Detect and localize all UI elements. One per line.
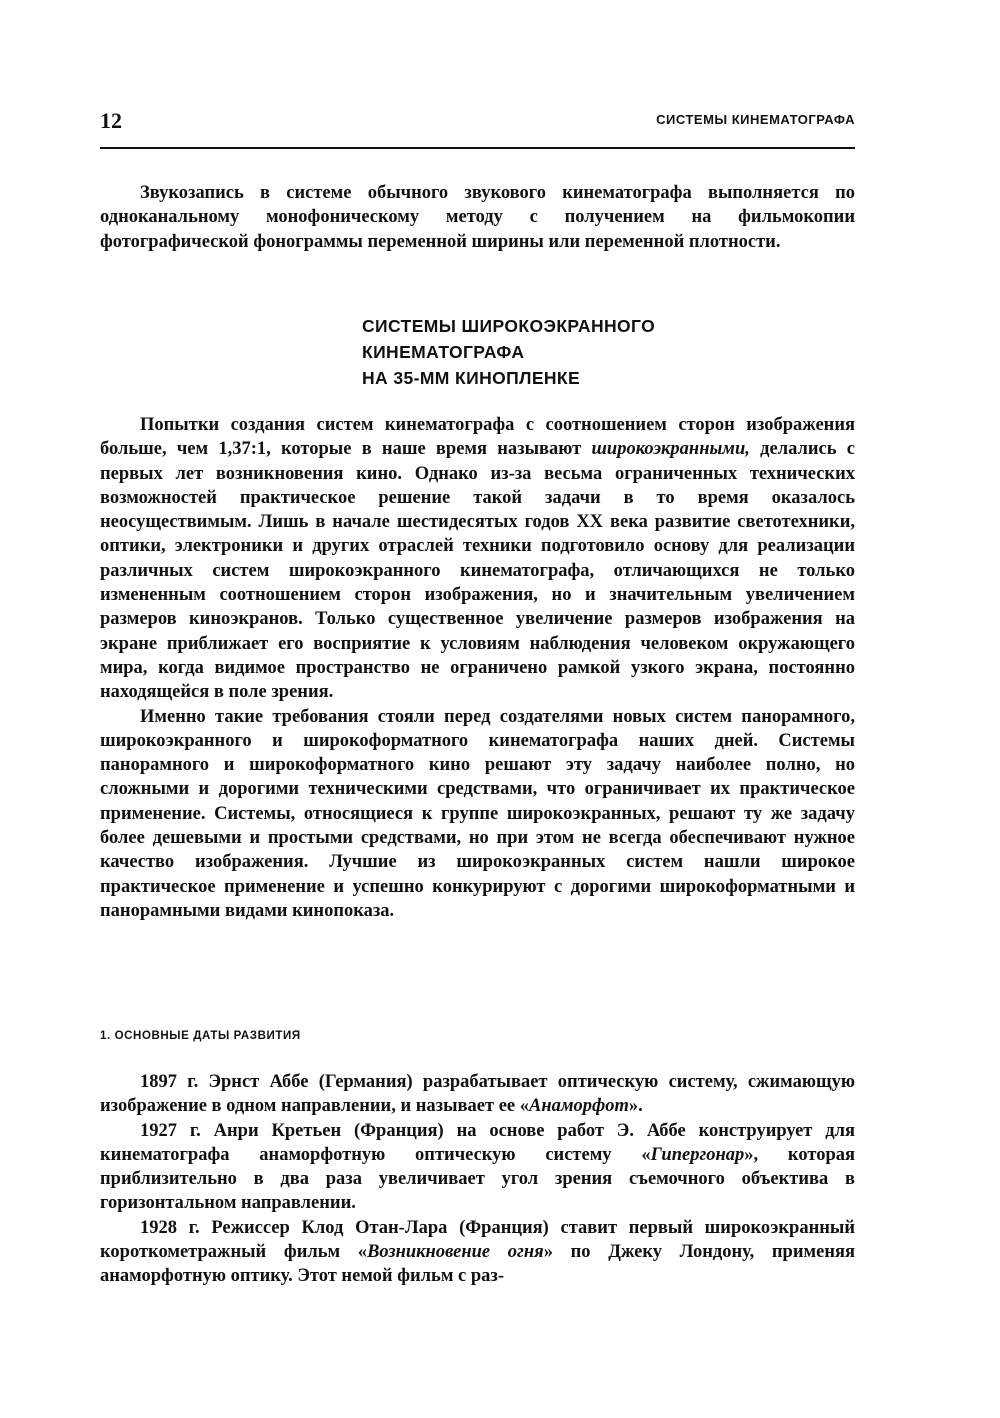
- section-heading: [362, 313, 782, 391]
- subsection-heading: 1. ОСНОВНЫЕ ДАТЫ РАЗВИТИЯ: [100, 1030, 301, 1042]
- page-header: [100, 100, 855, 140]
- p1-part-2: делались с первых лет возникновения кино. Однако из-за весьма ограниченных технических возможностей практическое решение такой задачи в то время оказалось неосуществимым. Лишь в начале шестидесятых годов XX века развитие светотехники, оптики, электроники и других отраслей техники подготовило основу для реализации различных систем широкоэкранного кинематографа, отличающихся не только измененным соотношением сторон изображения, но и значительным увеличением размеров киноэкранов. Только существенное увеличение размеров изображения на экране приближает его восприятие к условиям наблюдения человеком окружающего мира, когда видимое пространство не ограничено рамкой узкого экрана, постоянно находящейся в поле зрения.: [100, 439, 855, 703]
- d1-text: 1897 г. Эрнст Аббе (Германия) разрабатывает оптическую систему, сжимающую изображение в одном направлении, и называет ее «: [100, 1072, 855, 1117]
- d2-end: », которая приблизительно в два раза увеличивает угол зрения съемочного объектива в горизонтальном направлении.: [100, 1144, 855, 1214]
- intro-text: Звукозапись в системе обычного звукового кинематографа выполняется по одноканальному монофоническому методу с получением на фильмокопии фотографической фонограммы переменной ширины или переменной плотности.: [100, 183, 855, 252]
- page-number: 12: [100, 108, 122, 133]
- d1-italic: Анаморфот: [529, 1096, 629, 1117]
- p1-part-1: Попытки создания систем кинематографа с соотношением сторон изображения больше, чем 1,37:1, которые в наше время называют: [100, 415, 855, 460]
- d3-end: » по Джеку Лондону, применяя анаморфотную оптику. Этот немой фильм с раз-: [100, 1242, 855, 1287]
- date-entry-1897: [100, 1070, 855, 1119]
- section-heading-line-2: КИНЕМАТОГРАФА: [362, 342, 525, 362]
- dates-list: [100, 1070, 855, 1289]
- section-heading-line-3: НА 35-ММ КИНОПЛЕНКЕ: [362, 368, 581, 388]
- section-body: [100, 413, 855, 923]
- d3-italic: Возникновение огня: [367, 1242, 544, 1263]
- section-paragraph-1: [100, 413, 855, 705]
- header-rule: [100, 147, 855, 149]
- section-heading-line-1: СИСТЕМЫ ШИРОКОЭКРАННОГО: [362, 316, 656, 336]
- date-entry-1927: [100, 1119, 855, 1216]
- section-paragraph-2: Именно такие требования стояли перед создателями новых систем панорамного, широкоэкранного и широкоформатного кинематографа наших дней. Системы панорамного и широкоформатного кино решают эту задачу наиболее полно, но сложными и дорогими техническими средствами, что ограничивает их практическое применение. Системы, относящиеся к группе широкоэкранных, решают ту же задачу более дешевыми и простыми средствами, но при этом не всегда обеспечивают нужное качество изображения. Лучшие из широкоэкранных систем нашли широкое практическое применение и успешно конкурируют с дорогими широкоформатными и панорамными видами кинопоказа.: [100, 706, 855, 921]
- intro-paragraph: [100, 181, 855, 254]
- d2-italic: Гипергонар: [650, 1144, 745, 1165]
- p1-italic-term: широкоэкранными,: [591, 439, 750, 460]
- d3-text: 1928 г. Режиссер Клод Отан-Лара (Франция) ставит первый широкоэкранный короткометражный фильм «: [100, 1217, 855, 1263]
- running-title: СИСТЕМЫ КИНЕМАТОГРАФА: [656, 112, 855, 127]
- d1-end: ».: [628, 1096, 643, 1117]
- date-entry-1928: [100, 1216, 855, 1289]
- d2-text: 1927 г. Анри Кретьен (Франция) на основе работ Э. Аббе конструирует для кинематографа анаморфотную оптическую систему «: [100, 1120, 855, 1165]
